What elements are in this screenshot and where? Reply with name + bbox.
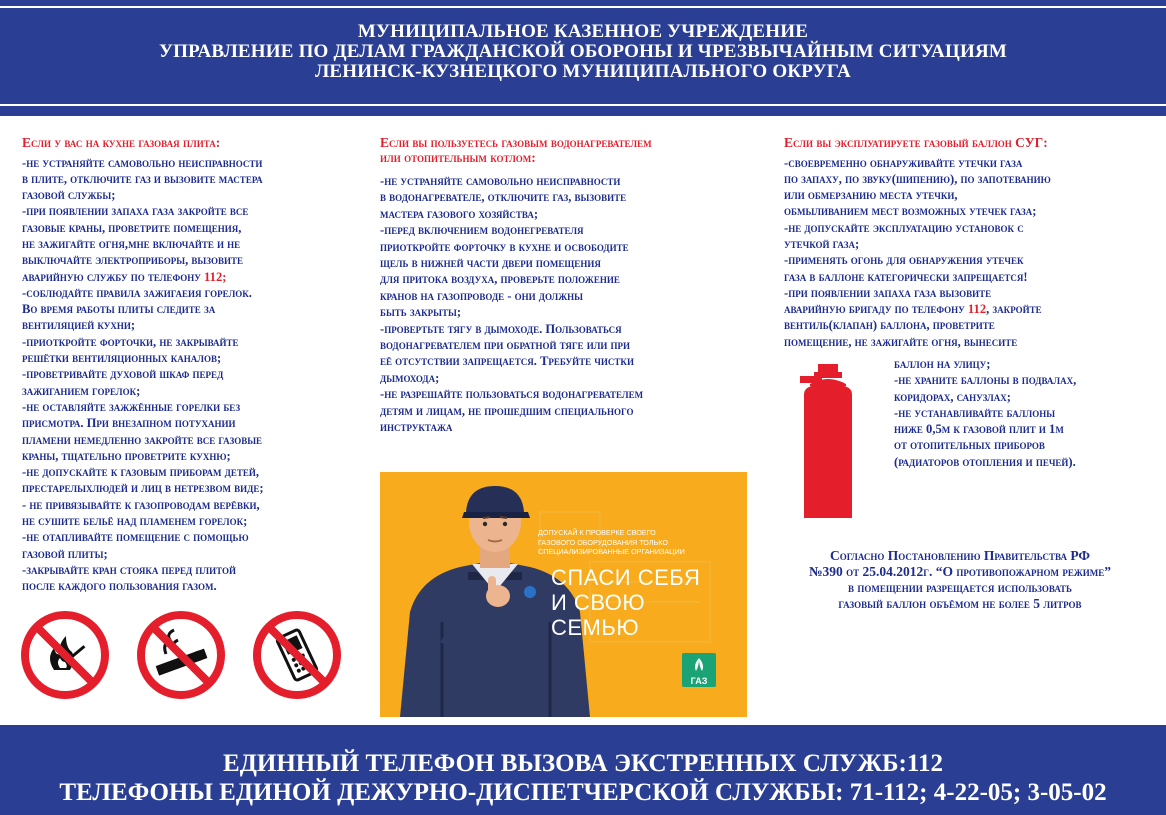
header-line-3: ЛЕНИНСК-КУЗНЕЦКОГО МУНИЦИПАЛЬНОГО ОКРУГА [315, 61, 851, 82]
emergency-phone-line: ЕДИННЫЙ ТЕЛЕФОН ВЫЗОВА ЭКСТРЕННЫХ СЛУЖБ:112 [223, 750, 943, 777]
gas-stove-section [22, 136, 372, 595]
header-title [0, 22, 1166, 82]
gas-cylinder-rules-continued: баллон на улицу; -не храните баллоны в подвалах, коридорах, санузлах; -не устанавливайте баллоны ниже 0,5м к газовой плит и 1м от отопительных приборов (радиаторов отопления и печей). [894, 357, 1077, 469]
footer-banner [0, 725, 1166, 815]
gas-cylinder-rules-part1: -своевременно обнаруживайте утечки газа по запаху, по звуку(шипению), по запотеванию или обмерзанию места утечки, обмыливанием мест возможных утечек газа; -не допускайте эксплуатацию установок с утечкой газа; -применять огонь для обнаружения утечек газа в баллоне категорически запрещается! -при появлении запаха газа вызовите аварийную бригаду по телефону [784, 155, 1051, 317]
gas-cylinder-heading: Если вы эксплуатируете газовый баллон СУГ: [784, 135, 1048, 150]
header-top-line [0, 6, 1166, 8]
gas-stove-rules-part1: -не устраняйте самовольно неисправности в плите, отключите газ и вызовите мастера газовой службы; -при появлении запаха газа закройте все газовые краны, проветрите помещения, не зажигайте огня,мне включайте и не выключайте электроприборы, вызовите аварийную службу по телефону [22, 155, 263, 284]
water-heater-rules: -не устраняйте самовольно неисправности в водонагревателе, отключите газ, вызовите мастера газового хозяйства; -перед включением водонегревателя приоткройте форточку в кухне и освободите щель в нижней части двери помещения для притока воздуха, проверьте положение кранов на газопроводе - они должны быть закрыты; -провертьте тягу в дымоходе. Пользоваться водонагревателем при обратной тяге или при её отсутствии запрещается. Требуйте чистки дымохода; -не разрешайте пользоваться водонагревателем детям и лицам, не прошедшим специального инструктажа [380, 174, 644, 435]
gas-stove-rules [22, 155, 372, 595]
no-mobile-phone-icon [252, 610, 342, 700]
banner-slogan: СПАСИ СЕБЯ И СВОЮ СЕМЬЮ [551, 565, 701, 640]
dispatch-phones-line: ТЕЛЕФОНЫ ЕДИНОЙ ДЕЖУРНО-ДИСПЕТЧЕРСКОЙ СЛУЖБЫ: 71-112; 4-22-05; 3-05-02 [59, 779, 1107, 806]
prohibition-signs [20, 610, 360, 702]
water-heater-heading [380, 136, 760, 165]
water-heater-heading-line-1: Если вы пользуетесь газовым водонагревателем [380, 135, 652, 150]
gas-stove-rules-part2: -соблюдайте правила зажигаеия горелок. Во время работы плиты следите за вентиляцией кухни; -приоткройте форточки, не закрывайте решётки вентиляционных каналов; -проветривайте духовой шкаф перед зажиганием горелок; -не оставляйте зажжённые горелки без присмотра. При внезапном потухании пламени немедленно закройте все газовые краны, тщательно проветрите кухню; -не допускайте к газовым приборам детей, престарелыхлюдей и лиц в нетрезвом виде; - не привязывайте к газопроводам верёвки, не сушите бельё над пламенем горелок; -не отапливайте помещение с помощью газовой плиты; -закрывайте кран стояка перед плитой после каждого пользования газом. [22, 285, 264, 594]
header-line-1: МУНИЦИПАЛЬНОЕ КАЗЕННОЕ УЧРЕЖДЕНИЕ [357, 21, 809, 42]
no-open-flame-icon [20, 610, 110, 700]
header-bottom-line [0, 104, 1166, 106]
header-line-2: УПРАВЛЕНИЕ ПО ДЕЛАМ ГРАЖДАНСКОЙ ОБОРОНЫ И ЧРЕЗВЫЧАЙНЫМ СИТУАЦИЯМ [159, 41, 1007, 62]
gas-cylinder-rules-part2: , закройте вентиль(клапан) баллона, проветрите помещение, не зажигайте огня, вынесите [784, 302, 1042, 349]
header-banner [0, 0, 1166, 116]
gas-company-logo-text: ГАЗ [690, 676, 708, 686]
regulation-note: Согласно Постановлению Правительства РФ №390 от 25.04.2012г. “О противопожарном режиме” в помещении разрещается использовать газовый баллон объёмом не более 5 литров [808, 548, 1112, 611]
no-smoking-icon [136, 610, 226, 700]
gas-cylinder-icon [796, 364, 860, 518]
water-heater-heading-line-2: или отопительным котлом: [380, 149, 536, 165]
gas-cylinder-section [784, 136, 1156, 350]
water-heater-section [380, 136, 760, 436]
gas-cylinder-emergency-phone: 112 [967, 302, 987, 317]
banner-caption: ДОПУСКАЙ К ПРОВЕРКЕ СВОЕГО ГАЗОВОГО ОБОРУДОВАНИЯ ТОЛЬКО СПЕЦИАЛИЗИРОВАННЫЕ ОРГАНИЗАЦИИ [538, 528, 685, 556]
gas-stove-emergency-phone: 112; [204, 269, 227, 284]
gas-stove-heading: Если у вас на кухне газовая плита: [22, 135, 221, 150]
footer-contacts [0, 749, 1166, 807]
gas-cylinder-rules [784, 155, 1156, 351]
